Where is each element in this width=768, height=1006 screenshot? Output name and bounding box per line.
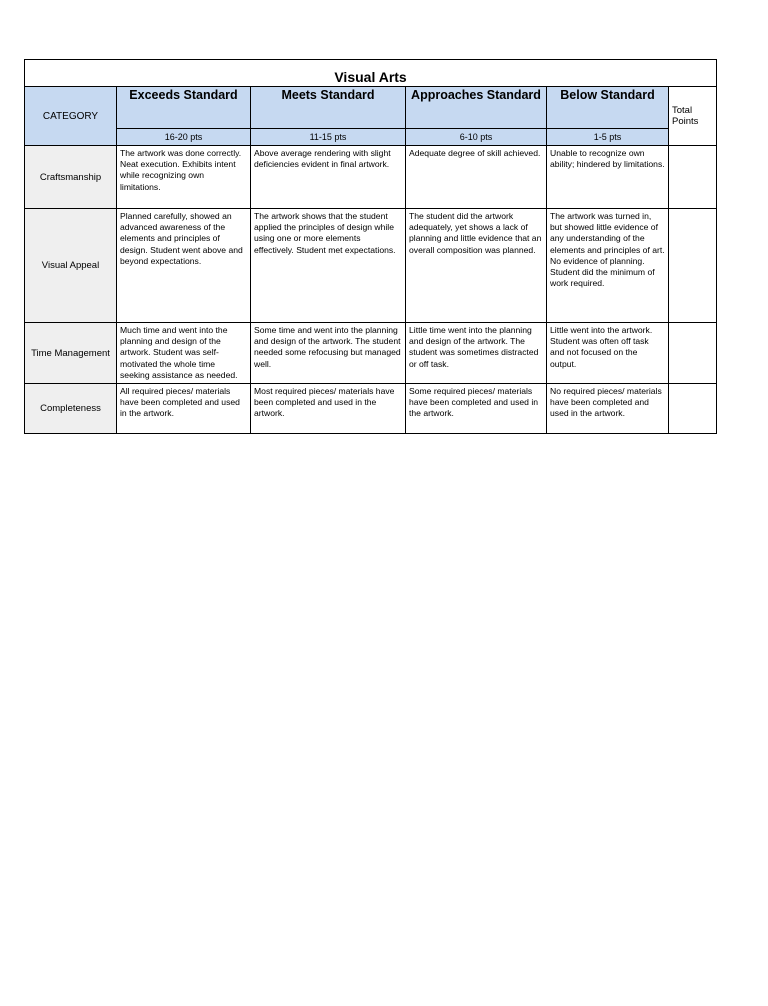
level-header-exceeds: Exceeds Standard [117, 87, 251, 129]
cell-visual-appeal-exceeds: Planned carefully, showed an advanced awareness of the elements and principles of design. Student went above and beyond expectations. [117, 209, 251, 323]
table-row [25, 384, 717, 434]
level-header-approaches: Approaches Standard [406, 87, 547, 129]
total-points-header: Total Points [669, 87, 717, 146]
level-header-meets: Meets Standard [251, 87, 406, 129]
points-row [25, 129, 717, 146]
row-label-time-management: Time Management [25, 323, 117, 384]
cell-time-management-meets: Some time and went into the planning and design of the artwork. The student needed some refocusing but managed well. [251, 323, 406, 384]
cell-craftsmanship-below: Unable to recognize own ability; hindered by limitations. [547, 146, 669, 209]
points-meets: 11-15 pts [251, 129, 406, 146]
row-label-visual-appeal: Visual Appeal [25, 209, 117, 323]
level-header-below: Below Standard [547, 87, 669, 129]
total-visual-appeal [669, 209, 717, 323]
row-label-craftsmanship: Craftsmanship [25, 146, 117, 209]
table-row [25, 209, 717, 323]
cell-craftsmanship-exceeds: The artwork was done correctly. Neat execution. Exhibits intent while recognizing own limitations. [117, 146, 251, 209]
total-craftsmanship [669, 146, 717, 209]
cell-visual-appeal-meets: The artwork shows that the student applied the principles of design while using one or more elements effectively. Student met expectations. [251, 209, 406, 323]
points-exceeds: 16-20 pts [117, 129, 251, 146]
table-row [25, 146, 717, 209]
cell-visual-appeal-approaches: The student did the artwork adequately, yet shows a lack of planning and little evidence that an overall composition was planned. [406, 209, 547, 323]
cell-completeness-approaches: Some required pieces/ materials have been completed and used in the artwork. [406, 384, 547, 434]
cell-completeness-meets: Most required pieces/ materials have been completed and used in the artwork. [251, 384, 406, 434]
total-completeness [669, 384, 717, 434]
level-header-row [25, 87, 717, 129]
title-row [25, 60, 717, 87]
cell-craftsmanship-approaches: Adequate degree of skill achieved. [406, 146, 547, 209]
cell-craftsmanship-meets: Above average rendering with slight deficiencies evident in final artwork. [251, 146, 406, 209]
rubric-title: Visual Arts [25, 60, 717, 87]
cell-time-management-approaches: Little time went into the planning and design of the artwork. The student was sometimes distracted or off task. [406, 323, 547, 384]
rubric-table [24, 59, 717, 434]
cell-time-management-below: Little went into the artwork. Student was often off task and not focused on the output. [547, 323, 669, 384]
points-below: 1-5 pts [547, 129, 669, 146]
table-row [25, 323, 717, 384]
points-approaches: 6-10 pts [406, 129, 547, 146]
cell-time-management-exceeds: Much time and went into the planning and design of the artwork. Student was self-motivated the whole time seeking assistance as needed. [117, 323, 251, 384]
cell-completeness-exceeds: All required pieces/ materials have been completed and used in the artwork. [117, 384, 251, 434]
category-header: CATEGORY [25, 87, 117, 146]
total-time-management [669, 323, 717, 384]
cell-visual-appeal-below: The artwork was turned in, but showed little evidence of any understanding of the elements and principles of art. No evidence of planning. Student did the minimum of work required. [547, 209, 669, 323]
cell-completeness-below: No required pieces/ materials have been completed and used in the artwork. [547, 384, 669, 434]
row-label-completeness: Completeness [25, 384, 117, 434]
